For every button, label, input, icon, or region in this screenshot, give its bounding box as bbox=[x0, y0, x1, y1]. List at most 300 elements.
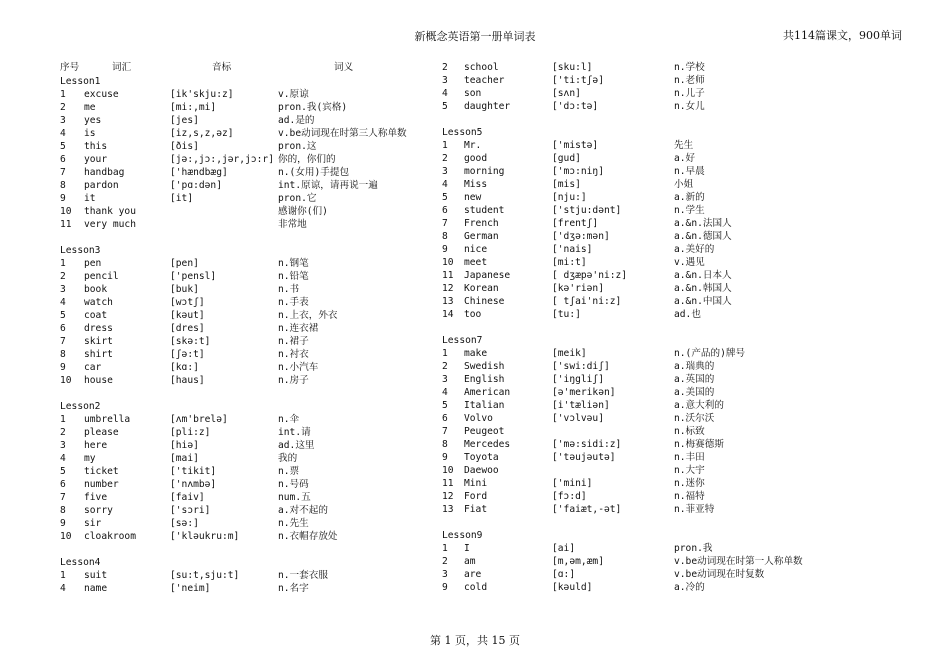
entry-word: book bbox=[84, 284, 108, 295]
entry-word: dress bbox=[84, 323, 113, 334]
entry-phonetic: [tu:] bbox=[552, 309, 581, 320]
entry-number: 5 bbox=[60, 141, 66, 152]
entry-word: too bbox=[464, 309, 482, 320]
entry-meaning: n.票 bbox=[278, 466, 300, 477]
entry-word: Japanese bbox=[464, 270, 511, 281]
word-entry-row bbox=[60, 413, 440, 426]
entry-word: are bbox=[464, 569, 482, 580]
entry-number: 2 bbox=[60, 271, 66, 282]
entry-meaning: n.标致 bbox=[674, 426, 705, 437]
word-entry-row bbox=[60, 296, 440, 309]
entry-phonetic: [ə'merikən] bbox=[552, 387, 616, 398]
entry-phonetic: ['faiæt,-ət] bbox=[552, 504, 622, 515]
vocabulary-column-right bbox=[442, 61, 882, 594]
entry-meaning: n.先生 bbox=[278, 518, 309, 529]
entry-number: 7 bbox=[442, 218, 448, 229]
lesson-label: Lesson7 bbox=[442, 335, 483, 346]
entry-meaning: pron.我(宾格) bbox=[278, 102, 348, 113]
entry-phonetic: ['sɔri] bbox=[170, 505, 211, 516]
word-entry-row bbox=[60, 569, 440, 582]
entry-meaning: pron.这 bbox=[278, 141, 317, 152]
entry-word: my bbox=[84, 453, 96, 464]
entry-number: 9 bbox=[442, 452, 448, 463]
entry-meaning: a.&n.中国人 bbox=[674, 296, 732, 307]
entry-phonetic: [ðis] bbox=[170, 141, 199, 152]
entry-meaning: v.遇见 bbox=[674, 257, 705, 268]
entry-word: thank you bbox=[84, 206, 136, 217]
entry-number: 10 bbox=[60, 206, 72, 217]
entry-number: 7 bbox=[60, 492, 66, 503]
entry-word: five bbox=[84, 492, 108, 503]
entry-phonetic: [nju:] bbox=[552, 192, 587, 203]
entry-word: excuse bbox=[84, 89, 119, 100]
entry-phonetic: [ik'skju:z] bbox=[170, 89, 234, 100]
entry-word: nice bbox=[464, 244, 488, 255]
entry-meaning: a.&n.德国人 bbox=[674, 231, 732, 242]
entry-word: American bbox=[464, 387, 511, 398]
word-entry-row bbox=[442, 152, 882, 165]
word-entry-row bbox=[442, 464, 882, 477]
entry-number: 6 bbox=[442, 413, 448, 424]
entry-word: name bbox=[84, 583, 108, 594]
entry-meaning: int.原谅，请再说一遍 bbox=[278, 180, 378, 191]
entry-phonetic: ['nʌmbə] bbox=[170, 479, 217, 490]
entry-word: skirt bbox=[84, 336, 113, 347]
word-entry-row bbox=[442, 74, 882, 87]
word-entry-row bbox=[60, 283, 440, 296]
entry-phonetic: [pli:z] bbox=[170, 427, 211, 438]
entry-word: number bbox=[84, 479, 119, 490]
lesson-label: Lesson2 bbox=[60, 401, 101, 412]
word-entry-row bbox=[442, 282, 882, 295]
entry-word: am bbox=[464, 556, 476, 567]
entry-word: meet bbox=[464, 257, 488, 268]
word-entry-row bbox=[442, 386, 882, 399]
entry-meaning: ad.是的 bbox=[278, 115, 315, 126]
entry-phonetic: [mi:t] bbox=[552, 257, 587, 268]
word-entry-row bbox=[442, 581, 882, 594]
lesson-label: Lesson1 bbox=[60, 76, 101, 87]
entry-meaning: n.学校 bbox=[674, 62, 705, 73]
entry-phonetic: ['stju:dənt] bbox=[552, 205, 622, 216]
word-entry-row bbox=[442, 373, 882, 386]
entry-number: 13 bbox=[442, 504, 454, 515]
word-entry-row bbox=[60, 114, 440, 127]
entry-phonetic: ['pensl] bbox=[170, 271, 217, 282]
entry-meaning: a.好 bbox=[674, 153, 696, 164]
entry-meaning: n.梅赛德斯 bbox=[674, 439, 724, 450]
lesson-label: Lesson9 bbox=[442, 530, 483, 541]
entry-meaning: n.钢笔 bbox=[278, 258, 309, 269]
entry-number: 3 bbox=[442, 374, 448, 385]
entry-number: 8 bbox=[60, 349, 66, 360]
entry-word: Mercedes bbox=[464, 439, 511, 450]
entry-number: 2 bbox=[60, 427, 66, 438]
word-entry-row bbox=[60, 322, 440, 335]
entry-number: 4 bbox=[60, 453, 66, 464]
entry-number: 5 bbox=[442, 101, 448, 112]
word-entry-row bbox=[60, 218, 440, 231]
entry-number: 4 bbox=[60, 128, 66, 139]
entry-meaning: n.迷你 bbox=[674, 478, 705, 489]
entry-number: 3 bbox=[60, 284, 66, 295]
entry-word: school bbox=[464, 62, 499, 73]
entry-meaning: num.五 bbox=[278, 492, 311, 503]
entry-meaning: n.衬衣 bbox=[278, 349, 309, 360]
entry-phonetic: ['swi:diʃ] bbox=[552, 361, 610, 372]
entry-number: 2 bbox=[442, 62, 448, 73]
entry-meaning: n.老师 bbox=[674, 75, 705, 86]
entry-number: 8 bbox=[60, 505, 66, 516]
entry-meaning: n.手表 bbox=[278, 297, 309, 308]
entry-meaning: n.连衣裙 bbox=[278, 323, 319, 334]
entry-word: me bbox=[84, 102, 96, 113]
entry-word: pen bbox=[84, 258, 102, 269]
entry-number: 9 bbox=[442, 244, 448, 255]
word-entry-row bbox=[60, 166, 440, 179]
entry-word: Miss bbox=[464, 179, 488, 190]
entry-phonetic: ['neim] bbox=[170, 583, 211, 594]
entry-meaning: a.意大利的 bbox=[674, 400, 724, 411]
entry-meaning: int.请 bbox=[278, 427, 311, 438]
entry-phonetic: [kɑ:] bbox=[170, 362, 199, 373]
word-entry-row bbox=[442, 61, 882, 74]
entry-meaning: n.(女用)手提包 bbox=[278, 167, 350, 178]
word-entry-row bbox=[60, 439, 440, 452]
spacer bbox=[60, 543, 440, 556]
entry-phonetic: ['dʒə:mən] bbox=[552, 231, 610, 242]
entry-meaning: v.be动词现在时第三人称单数 bbox=[278, 128, 407, 139]
page-number-footer: 第 1 页，共 15 页 bbox=[430, 634, 520, 647]
entry-meaning: pron.我 bbox=[674, 543, 713, 554]
word-entry-row bbox=[60, 361, 440, 374]
entry-word: sorry bbox=[84, 505, 113, 516]
word-entry-row bbox=[60, 101, 440, 114]
entry-number: 8 bbox=[442, 439, 448, 450]
entry-phonetic: [sʌn] bbox=[552, 88, 581, 99]
entry-phonetic: [it] bbox=[170, 193, 194, 204]
word-entry-row bbox=[60, 257, 440, 270]
word-entry-row bbox=[60, 582, 440, 595]
document-title: 新概念英语第一册单词表 bbox=[414, 30, 536, 43]
entry-number: 1 bbox=[60, 570, 66, 581]
entry-phonetic: [kəuld] bbox=[552, 582, 593, 593]
entry-number: 4 bbox=[442, 88, 448, 99]
entry-number: 3 bbox=[60, 440, 66, 451]
entry-word: here bbox=[84, 440, 108, 451]
word-entry-row bbox=[442, 256, 882, 269]
entry-phonetic: ['mistə] bbox=[552, 140, 599, 151]
entry-meaning: n.儿子 bbox=[674, 88, 705, 99]
entry-meaning: n.沃尔沃 bbox=[674, 413, 715, 424]
entry-number: 4 bbox=[442, 387, 448, 398]
entry-phonetic: ['mɔ:niŋ] bbox=[552, 166, 604, 177]
entry-number: 6 bbox=[442, 205, 448, 216]
entry-meaning: a.瑞典的 bbox=[674, 361, 715, 372]
entry-word: car bbox=[84, 362, 102, 373]
entry-number: 1 bbox=[60, 414, 66, 425]
spacer bbox=[60, 231, 440, 244]
lesson-heading bbox=[442, 529, 882, 542]
entry-phonetic: [i'tæliən] bbox=[552, 400, 610, 411]
entry-phonetic: ['dɔ:tə] bbox=[552, 101, 599, 112]
spacer bbox=[442, 516, 882, 529]
entry-number: 11 bbox=[442, 270, 454, 281]
word-entry-row bbox=[442, 542, 882, 555]
entry-number: 4 bbox=[442, 179, 448, 190]
entry-number: 13 bbox=[442, 296, 454, 307]
header-meaning: 词义 bbox=[334, 62, 354, 73]
entry-word: Ford bbox=[464, 491, 488, 502]
spacer bbox=[442, 321, 882, 334]
word-entry-row bbox=[60, 517, 440, 530]
lesson-label: Lesson5 bbox=[442, 127, 483, 138]
entry-phonetic: [faiv] bbox=[170, 492, 205, 503]
entry-number: 11 bbox=[442, 478, 454, 489]
word-entry-row bbox=[60, 127, 440, 140]
entry-word: pardon bbox=[84, 180, 119, 191]
word-entry-row bbox=[60, 465, 440, 478]
word-entry-row bbox=[442, 425, 882, 438]
lesson-label: Lesson4 bbox=[60, 557, 101, 568]
entry-phonetic: [ dʒæpə'ni:z] bbox=[552, 270, 628, 281]
entry-word: Daewoo bbox=[464, 465, 499, 476]
entry-meaning: n.菲亚特 bbox=[674, 504, 715, 515]
entry-phonetic: [gud] bbox=[552, 153, 581, 164]
entry-number: 4 bbox=[60, 583, 66, 594]
word-entry-row bbox=[442, 555, 882, 568]
entry-phonetic: [ai] bbox=[552, 543, 576, 554]
entry-number: 1 bbox=[442, 140, 448, 151]
entry-number: 10 bbox=[60, 531, 72, 542]
lesson-label: Lesson3 bbox=[60, 245, 101, 256]
entry-meaning: a.&n.法国人 bbox=[674, 218, 732, 229]
word-entry-row bbox=[60, 374, 440, 387]
entry-number: 2 bbox=[442, 361, 448, 372]
entry-phonetic: [fɔ:d] bbox=[552, 491, 587, 502]
word-entry-row bbox=[442, 87, 882, 100]
word-entry-row bbox=[60, 140, 440, 153]
entry-word: Italian bbox=[464, 400, 505, 411]
entry-meaning: 小姐 bbox=[674, 179, 694, 190]
entry-number: 8 bbox=[60, 180, 66, 191]
entry-number: 1 bbox=[442, 348, 448, 359]
entry-meaning: n.小汽车 bbox=[278, 362, 319, 373]
entry-phonetic: [ʃə:t] bbox=[170, 349, 205, 360]
entry-phonetic: [ tʃai'ni:z] bbox=[552, 296, 622, 307]
entry-word: this bbox=[84, 141, 108, 152]
entry-phonetic: ['mə:sidi:z] bbox=[552, 439, 622, 450]
entry-meaning: n.衣帽存放处 bbox=[278, 531, 338, 542]
entry-number: 9 bbox=[60, 518, 66, 529]
word-entry-row bbox=[60, 335, 440, 348]
entry-meaning: a.美好的 bbox=[674, 244, 715, 255]
word-entry-row bbox=[60, 491, 440, 504]
entry-phonetic: ['ti:tʃə] bbox=[552, 75, 604, 86]
entry-phonetic: ['kləukru:m] bbox=[170, 531, 240, 542]
word-entry-row bbox=[442, 204, 882, 217]
entry-phonetic: [ɑ:] bbox=[552, 569, 576, 580]
entry-word: Korean bbox=[464, 283, 499, 294]
entry-number: 11 bbox=[60, 219, 72, 230]
entry-number: 3 bbox=[60, 115, 66, 126]
entry-phonetic: [mi:,mi] bbox=[170, 102, 217, 113]
entry-number: 10 bbox=[442, 465, 454, 476]
entry-number: 5 bbox=[442, 400, 448, 411]
word-entry-row bbox=[442, 438, 882, 451]
entry-phonetic: [buk] bbox=[170, 284, 199, 295]
entry-meaning: a.英国的 bbox=[674, 374, 715, 385]
word-entry-row bbox=[60, 452, 440, 465]
entry-phonetic: [pen] bbox=[170, 258, 199, 269]
entry-meaning: n.上衣，外衣 bbox=[278, 310, 338, 321]
lesson-heading bbox=[60, 556, 440, 569]
entry-meaning: 非常地 bbox=[278, 219, 307, 230]
word-entry-row bbox=[442, 503, 882, 516]
entry-number: 10 bbox=[442, 257, 454, 268]
lesson-heading bbox=[442, 126, 882, 139]
entry-word: good bbox=[464, 153, 488, 164]
entry-number: 4 bbox=[60, 297, 66, 308]
header-word: 词汇 bbox=[112, 62, 132, 73]
entry-phonetic: [kəut] bbox=[170, 310, 205, 321]
word-entry-row bbox=[442, 269, 882, 282]
entry-word: very much bbox=[84, 219, 136, 230]
word-entry-row bbox=[442, 490, 882, 503]
entry-meaning: v.be动词现在时复数 bbox=[674, 569, 765, 580]
vocabulary-column-left bbox=[60, 61, 440, 595]
entry-word: yes bbox=[84, 115, 102, 126]
entry-phonetic: ['mini] bbox=[552, 478, 593, 489]
word-entry-row bbox=[442, 412, 882, 425]
entry-phonetic: [iz,s,z,əz] bbox=[170, 128, 234, 139]
word-entry-row bbox=[442, 360, 882, 373]
entry-word: coat bbox=[84, 310, 108, 321]
word-entry-row bbox=[60, 153, 440, 166]
entry-meaning: n.裙子 bbox=[278, 336, 309, 347]
entry-phonetic: [mis] bbox=[552, 179, 581, 190]
entry-meaning: 先生 bbox=[674, 140, 694, 151]
word-entry-row bbox=[442, 451, 882, 464]
entry-word: Fiat bbox=[464, 504, 488, 515]
entry-number: 12 bbox=[442, 491, 454, 502]
entry-word: English bbox=[464, 374, 505, 385]
entry-phonetic: [haus] bbox=[170, 375, 205, 386]
lesson-heading bbox=[60, 244, 440, 257]
entry-word: umbrella bbox=[84, 414, 131, 425]
entry-meaning: ad.也 bbox=[674, 309, 701, 320]
word-entry-row bbox=[60, 504, 440, 517]
entry-phonetic: ['təujəutə] bbox=[552, 452, 616, 463]
entry-number: 7 bbox=[60, 336, 66, 347]
spacer bbox=[60, 387, 440, 400]
entry-phonetic: [dres] bbox=[170, 323, 205, 334]
entry-phonetic: [su:t,sju:t] bbox=[170, 570, 240, 581]
entry-word: Peugeot bbox=[464, 426, 505, 437]
entry-phonetic: [sə:] bbox=[170, 518, 199, 529]
entry-word: is bbox=[84, 128, 96, 139]
entry-number: 9 bbox=[60, 193, 66, 204]
column-header-row bbox=[60, 61, 440, 75]
word-entry-row bbox=[60, 179, 440, 192]
word-entry-row bbox=[442, 568, 882, 581]
entry-word: I bbox=[464, 543, 470, 554]
word-entry-row bbox=[60, 478, 440, 491]
entry-word: it bbox=[84, 193, 96, 204]
entry-word: pencil bbox=[84, 271, 119, 282]
entry-meaning: ad.这里 bbox=[278, 440, 315, 451]
entry-meaning: n.伞 bbox=[278, 414, 300, 425]
entry-meaning: n.女儿 bbox=[674, 101, 705, 112]
entry-phonetic: [meik] bbox=[552, 348, 587, 359]
entry-phonetic: [jes] bbox=[170, 115, 199, 126]
entry-word: sir bbox=[84, 518, 102, 529]
word-entry-row bbox=[442, 347, 882, 360]
entry-word: morning bbox=[464, 166, 505, 177]
entry-phonetic: ['iŋgliʃ] bbox=[552, 374, 604, 385]
entry-phonetic: ['nais] bbox=[552, 244, 593, 255]
entry-word: French bbox=[464, 218, 499, 229]
entry-word: handbag bbox=[84, 167, 125, 178]
entry-number: 7 bbox=[60, 167, 66, 178]
entry-number: 9 bbox=[60, 362, 66, 373]
entry-meaning: n.一套衣服 bbox=[278, 570, 328, 581]
entry-number: 6 bbox=[60, 323, 66, 334]
entry-phonetic: ['vɔlvəu] bbox=[552, 413, 604, 424]
entry-word: teacher bbox=[464, 75, 505, 86]
entry-meaning: n.号码 bbox=[278, 479, 309, 490]
entry-word: son bbox=[464, 88, 482, 99]
entry-number: 3 bbox=[442, 166, 448, 177]
word-entry-row bbox=[60, 426, 440, 439]
entry-word: suit bbox=[84, 570, 108, 581]
entry-meaning: n.福特 bbox=[674, 491, 705, 502]
entry-phonetic: ['pɑ:dən] bbox=[170, 180, 222, 191]
entry-word: daughter bbox=[464, 101, 511, 112]
entry-meaning: pron.它 bbox=[278, 193, 317, 204]
entry-word: cold bbox=[464, 582, 488, 593]
entry-phonetic: ['hændbæg] bbox=[170, 167, 228, 178]
entry-meaning: a.&n.韩国人 bbox=[674, 283, 732, 294]
entry-word: Mr. bbox=[464, 140, 482, 151]
document-summary-note: 共114篇课文，900单词 bbox=[783, 29, 902, 42]
word-entry-row bbox=[60, 88, 440, 101]
entry-phonetic: [m,əm,æm] bbox=[552, 556, 604, 567]
word-entry-row bbox=[60, 205, 440, 218]
entry-word: your bbox=[84, 154, 108, 165]
entry-meaning: a.&n.日本人 bbox=[674, 270, 732, 281]
entry-meaning: a.对不起的 bbox=[278, 505, 328, 516]
entry-word: cloakroom bbox=[84, 531, 136, 542]
word-entry-row bbox=[60, 270, 440, 283]
header-phonetic: 音标 bbox=[212, 62, 232, 73]
entry-number: 6 bbox=[60, 479, 66, 490]
entry-number: 10 bbox=[60, 375, 72, 386]
word-entry-row bbox=[60, 309, 440, 322]
word-entry-row bbox=[442, 243, 882, 256]
entry-meaning: n.铅笔 bbox=[278, 271, 309, 282]
entry-phonetic: [hiə] bbox=[170, 440, 199, 451]
entry-phonetic: [jə:,jɔ:,jər,jɔ:r] bbox=[170, 154, 274, 165]
entry-meaning: n.大宇 bbox=[674, 465, 705, 476]
word-entry-row bbox=[442, 230, 882, 243]
entry-meaning: n.丰田 bbox=[674, 452, 705, 463]
word-entry-row bbox=[442, 399, 882, 412]
entry-meaning: n.名字 bbox=[278, 583, 309, 594]
entry-number: 5 bbox=[60, 466, 66, 477]
word-entry-row bbox=[60, 530, 440, 543]
entry-phonetic: [skə:t] bbox=[170, 336, 211, 347]
